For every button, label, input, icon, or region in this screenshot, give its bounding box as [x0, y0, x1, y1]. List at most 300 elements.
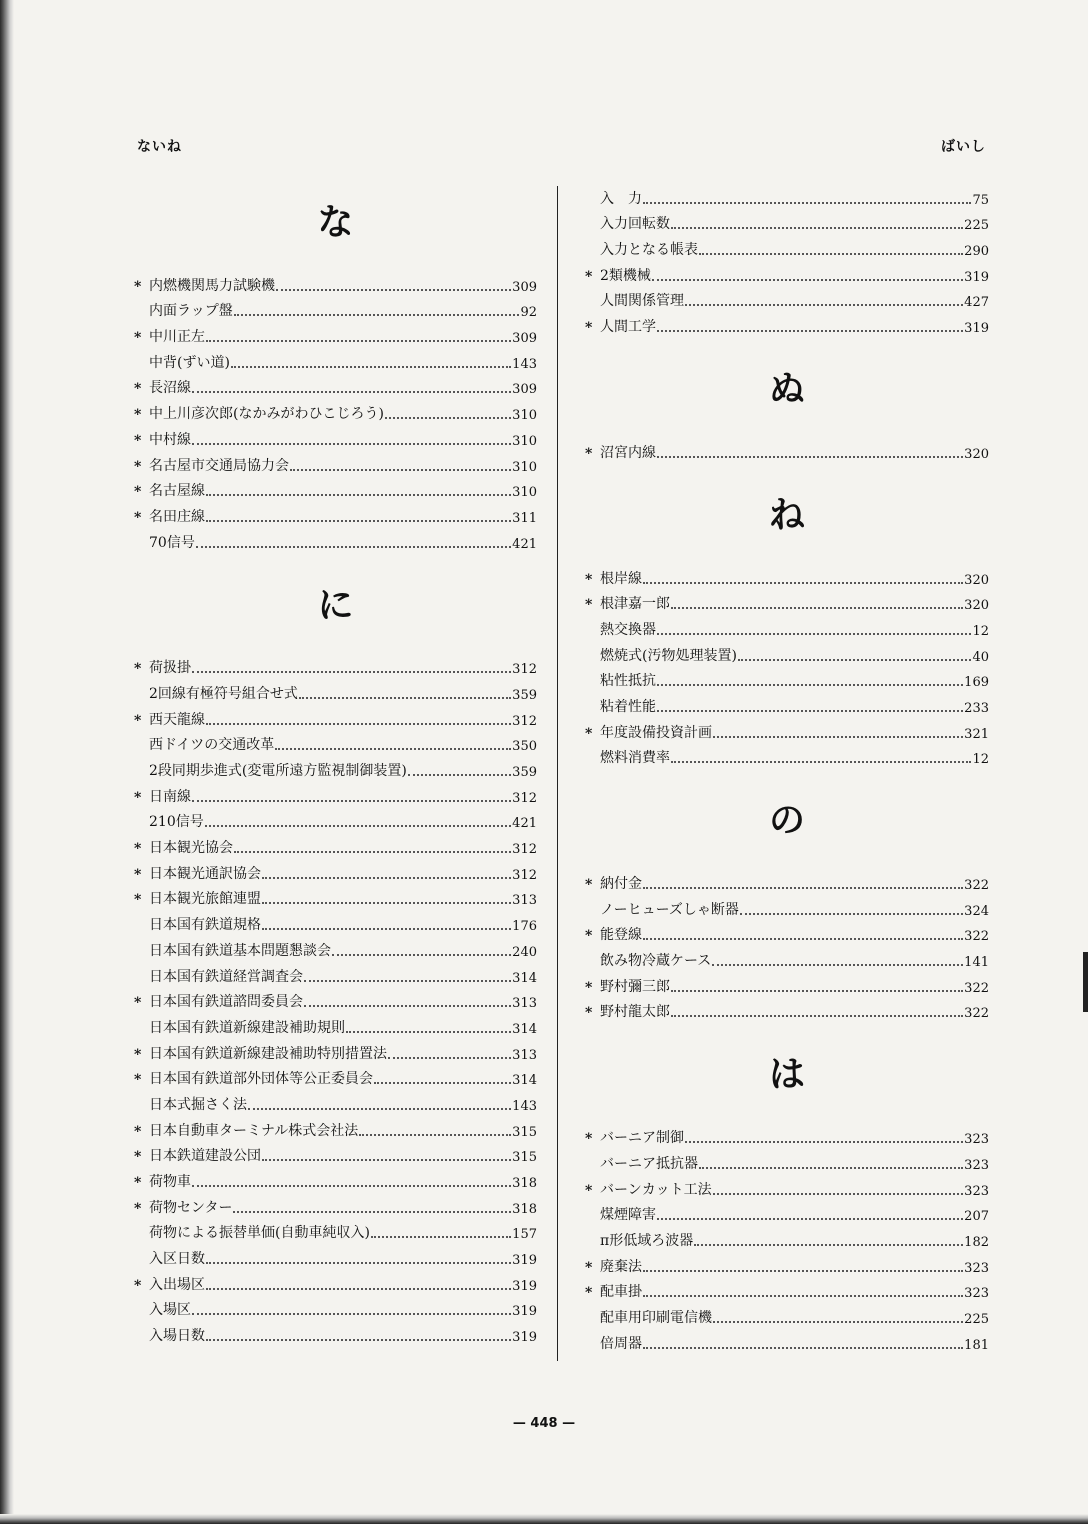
dot-leader	[304, 980, 511, 982]
section-spacer	[585, 336, 989, 369]
dot-leader	[657, 633, 971, 635]
index-entry	[134, 1165, 537, 1191]
running-header-right: ばいし	[941, 139, 986, 155]
index-term: 中背(ずい道)	[149, 354, 230, 371]
new-entry-marker: *	[134, 432, 142, 449]
index-entry	[134, 1088, 537, 1114]
dot-leader	[262, 902, 511, 904]
new-entry-marker: *	[585, 445, 593, 462]
index-entry	[134, 423, 537, 449]
index-entry	[134, 960, 537, 986]
index-page-ref: 75	[972, 192, 989, 208]
index-term: バーニア制御	[600, 1130, 684, 1147]
index-term: 荷扱掛	[149, 660, 191, 677]
index-page-ref: 323	[964, 1132, 989, 1148]
index-term: 日本国有鉄道諮問委員会	[149, 994, 303, 1011]
dot-leader	[713, 1321, 963, 1323]
dot-leader	[713, 1193, 964, 1195]
index-page-ref: 311	[512, 510, 537, 526]
index-page-ref: 313	[512, 1047, 537, 1063]
new-entry-marker: *	[585, 1005, 593, 1022]
index-page-ref: 310	[512, 459, 537, 475]
new-entry-marker: *	[134, 1046, 142, 1063]
index-entry	[585, 613, 989, 639]
index-page-ref: 141	[964, 955, 989, 971]
index-entry	[585, 208, 989, 234]
dot-leader	[234, 851, 511, 853]
index-page-ref: 312	[512, 713, 537, 729]
index-term: 中村線	[149, 431, 191, 448]
index-page-ref: 309	[512, 331, 537, 347]
new-entry-marker: *	[134, 1200, 142, 1217]
index-entry	[134, 320, 537, 346]
dot-leader	[643, 1347, 963, 1349]
index-page-ref: 181	[964, 1337, 989, 1353]
dot-leader	[192, 800, 511, 802]
index-page-ref: 323	[964, 1183, 989, 1199]
index-page-ref: 322	[964, 878, 989, 893]
index-page-ref: 318	[512, 1201, 537, 1217]
index-entry	[585, 1121, 989, 1147]
dot-leader	[740, 913, 963, 915]
index-entry	[585, 259, 989, 285]
index-entry	[585, 310, 989, 336]
index-column-left	[134, 202, 537, 1345]
index-page-ref: 169	[964, 675, 989, 691]
index-term: 日本国有鉄道新線建設補助規則	[149, 1019, 345, 1036]
index-term: 日南線	[149, 788, 191, 805]
new-entry-marker: *	[134, 1072, 142, 1089]
index-entry	[134, 1217, 537, 1243]
running-header-left: ないね	[137, 139, 182, 155]
index-page-ref: 350	[512, 739, 537, 755]
column-divider	[557, 186, 558, 1361]
section-heading-kana: に	[317, 584, 354, 626]
index-page-ref: 312	[512, 842, 537, 858]
index-page-ref: 421	[512, 536, 537, 552]
new-entry-marker: *	[585, 877, 593, 893]
index-page-ref: 318	[512, 1176, 537, 1191]
new-entry-marker: *	[134, 892, 142, 909]
index-term: 荷物による振替単価(自動車純収入)	[149, 1225, 370, 1242]
index-term: 日本鉄道建設公団	[149, 1148, 261, 1165]
index-entry	[134, 1191, 537, 1217]
index-term: 納付金	[600, 876, 642, 892]
dot-leader	[685, 1141, 963, 1143]
index-entry	[134, 780, 537, 806]
index-term: 日本自動車ターミナル株式会社法	[149, 1122, 359, 1139]
index-term: バーンカット工法	[600, 1181, 712, 1198]
index-entry	[585, 1147, 989, 1173]
index-entry	[134, 677, 537, 703]
dot-leader	[192, 443, 511, 445]
new-entry-marker: *	[134, 661, 142, 678]
index-column-right	[585, 182, 989, 1353]
dot-leader	[738, 659, 972, 661]
index-page-ref: 359	[512, 765, 537, 780]
index-term: 入力となる帳表	[600, 242, 698, 259]
dot-leader	[234, 314, 520, 316]
dot-leader	[671, 761, 971, 763]
dot-leader	[385, 417, 511, 419]
index-entry	[585, 867, 989, 893]
index-entry	[585, 919, 989, 945]
dot-leader	[371, 1236, 511, 1238]
dot-leader	[408, 774, 511, 776]
index-page-ref: 309	[512, 382, 537, 398]
dot-leader	[652, 279, 963, 281]
dot-leader	[699, 1167, 963, 1169]
dot-leader	[713, 736, 963, 738]
index-entry	[134, 269, 537, 295]
index-entry	[585, 562, 989, 588]
section-heading-kana: は	[768, 1054, 805, 1096]
index-entry	[134, 1011, 537, 1037]
index-page-ref: 315	[512, 1124, 537, 1140]
index-entry	[134, 449, 537, 475]
index-term: 長沼線	[149, 380, 191, 397]
index-page-ref: 40	[972, 649, 989, 665]
dot-leader	[192, 1313, 511, 1315]
dot-leader	[643, 938, 963, 940]
index-term: 荷物車	[149, 1174, 191, 1190]
index-term: 熱交換器	[600, 621, 656, 638]
index-entry	[134, 526, 537, 552]
index-page-ref: 157	[512, 1227, 537, 1243]
index-page-ref: 319	[964, 321, 989, 337]
dot-leader	[685, 304, 963, 306]
new-entry-marker: *	[585, 1131, 593, 1148]
index-entry	[134, 1063, 537, 1089]
dot-leader	[346, 1031, 511, 1033]
section-spacer	[585, 537, 989, 562]
page-number: — 448 —	[512, 1416, 576, 1431]
index-term: 日本観光協会	[149, 840, 233, 857]
index-term: 入力回転数	[600, 216, 670, 233]
index-term: 2類機械	[600, 267, 651, 284]
new-entry-marker: *	[134, 509, 142, 526]
index-term: 中川正左	[149, 329, 205, 346]
index-term: 日本式掘さく法	[149, 1096, 247, 1113]
new-entry-marker: *	[134, 1123, 142, 1140]
index-term: 野村彌三郎	[600, 978, 670, 995]
dot-leader	[196, 546, 511, 548]
index-page-ref: 143	[512, 1098, 537, 1114]
index-term: ノーヒューズしゃ断器	[600, 901, 739, 918]
section-spacer	[134, 552, 537, 585]
index-entry	[585, 1173, 989, 1199]
dot-leader	[275, 748, 511, 750]
index-term: 日本観光旅館連盟	[149, 891, 261, 908]
index-page-ref: 310	[512, 408, 537, 424]
index-entry	[585, 944, 989, 970]
index-term: 入場区	[149, 1302, 191, 1319]
index-term: 人間工学	[600, 319, 656, 336]
dot-leader	[359, 1134, 511, 1136]
thumb-index-mark	[1083, 952, 1088, 1012]
index-term: 燃焼式(汚物処理装置)	[600, 647, 737, 664]
index-page-ref: 319	[512, 1304, 537, 1320]
index-entry	[134, 806, 537, 832]
index-page-ref: 324	[964, 903, 989, 919]
dot-leader	[192, 391, 511, 393]
index-entry	[134, 908, 537, 934]
index-term: 日本国有鉄道経営調査会	[149, 968, 303, 985]
dot-leader	[657, 330, 963, 332]
index-page-ref: 310	[512, 433, 537, 449]
index-entry	[585, 690, 989, 716]
new-entry-marker: *	[134, 841, 142, 858]
index-term: 粘性抵抗	[600, 673, 656, 690]
new-entry-marker: *	[585, 725, 593, 742]
index-page-ref: 314	[512, 970, 537, 986]
index-page-ref: 143	[512, 356, 537, 372]
section-spacer	[585, 1096, 989, 1121]
index-entry	[134, 986, 537, 1012]
index-term: 倍周器	[600, 1335, 642, 1352]
index-term: 西天龍線	[149, 711, 205, 728]
new-entry-marker: *	[134, 1175, 142, 1191]
index-page-ref: 313	[512, 996, 537, 1012]
dot-leader	[699, 253, 963, 255]
index-page-ref: 314	[512, 1073, 537, 1089]
dot-leader	[388, 1057, 511, 1059]
new-entry-marker: *	[134, 458, 142, 475]
dot-leader	[206, 494, 511, 496]
index-term: π形低域ろ波器	[600, 1232, 694, 1249]
dot-leader	[248, 1108, 511, 1110]
index-entry	[134, 1268, 537, 1294]
index-term: 名田庄線	[149, 508, 205, 525]
index-term: 2段同期歩進式(変電所遠方監視制御装置)	[149, 763, 407, 779]
index-entry	[134, 1140, 537, 1166]
dot-leader	[671, 227, 963, 229]
dot-leader	[671, 990, 963, 992]
index-page-ref: 359	[512, 687, 537, 703]
index-page-ref: 322	[964, 1006, 989, 1022]
index-entry	[585, 1327, 989, 1353]
index-page-ref: 92	[520, 305, 537, 321]
dot-leader	[205, 825, 511, 827]
new-entry-marker: *	[134, 1149, 142, 1166]
index-term: 能登線	[600, 927, 642, 944]
dot-leader	[657, 1218, 963, 1220]
index-page-ref: 176	[512, 919, 537, 935]
dot-leader	[206, 1288, 511, 1290]
index-page-ref: 314	[512, 1021, 537, 1037]
index-entry	[585, 996, 989, 1022]
index-page-ref: 421	[512, 816, 537, 832]
book-gutter-shadow	[0, 0, 14, 1524]
index-term: 70信号	[149, 534, 195, 551]
new-entry-marker: *	[134, 484, 142, 501]
dot-leader	[643, 1295, 963, 1297]
index-page-ref: 319	[512, 1278, 537, 1294]
index-page-ref: 290	[964, 244, 989, 260]
dot-leader	[262, 928, 511, 930]
new-entry-marker: *	[134, 1277, 142, 1294]
index-entry	[585, 665, 989, 691]
index-entry	[134, 1037, 537, 1063]
index-entry	[134, 346, 537, 372]
index-entry	[134, 1114, 537, 1140]
dot-leader	[643, 887, 963, 889]
index-entry	[585, 1250, 989, 1276]
dot-leader	[671, 1015, 963, 1017]
dot-leader	[671, 607, 963, 609]
index-page-ref: 320	[964, 446, 989, 462]
index-page-ref: 12	[972, 752, 989, 768]
index-entry	[134, 1242, 537, 1268]
index-page-ref: 310	[512, 485, 537, 501]
index-entry	[134, 857, 537, 883]
index-term: 内面ラップ盤	[149, 303, 233, 320]
index-term: 配車用印刷電信機	[600, 1309, 712, 1326]
index-entry	[134, 729, 537, 755]
index-term: 人間関係管理	[600, 293, 684, 310]
section-spacer	[134, 627, 537, 652]
index-entry	[134, 754, 537, 780]
dot-leader	[694, 1244, 963, 1246]
dot-leader	[643, 582, 963, 584]
index-term: 210信号	[149, 814, 204, 831]
dot-leader	[192, 671, 511, 673]
index-entry	[134, 475, 537, 501]
index-term: 荷物センター	[149, 1199, 233, 1216]
index-entry	[134, 500, 537, 526]
index-term: 入区日数	[149, 1251, 205, 1268]
index-entry	[585, 436, 989, 462]
index-term: 根津嘉一郎	[600, 596, 670, 613]
index-entry	[585, 716, 989, 742]
index-entry	[585, 1199, 989, 1225]
index-entry	[585, 893, 989, 919]
index-term: 入出場区	[149, 1276, 205, 1293]
index-page-ref: 319	[512, 1330, 537, 1346]
index-term: 日本観光通訳協会	[149, 865, 261, 882]
index-page-ref: 321	[964, 726, 989, 742]
index-page-ref: 320	[964, 598, 989, 614]
index-term: 西ドイツの交通改革	[149, 737, 275, 754]
dot-leader	[276, 289, 511, 291]
new-entry-marker: *	[134, 330, 142, 347]
index-term: 燃料消費率	[600, 750, 670, 767]
section-spacer	[134, 244, 537, 269]
index-page-ref: 225	[964, 1311, 989, 1327]
index-entry	[134, 397, 537, 423]
index-entry	[134, 703, 537, 729]
index-page-ref: 312	[512, 867, 537, 883]
section-spacer	[585, 462, 989, 495]
new-entry-marker: *	[134, 789, 142, 806]
section-spacer	[585, 767, 989, 800]
index-term: 粘着性能	[600, 698, 656, 715]
index-term: 年度設備投資計画	[600, 724, 712, 741]
index-page-ref: 207	[964, 1209, 989, 1225]
index-page-ref: 319	[964, 269, 989, 285]
new-entry-marker: *	[585, 597, 593, 614]
new-entry-marker: *	[585, 1182, 593, 1199]
index-page-ref: 312	[512, 790, 537, 806]
page-bottom-edge	[0, 1514, 1088, 1524]
new-entry-marker: *	[134, 712, 142, 729]
index-page-ref: 319	[512, 1253, 537, 1269]
index-entry	[585, 1301, 989, 1327]
section-heading-kana: な	[317, 202, 354, 243]
index-entry	[134, 883, 537, 909]
dot-leader	[206, 723, 511, 725]
dot-leader	[290, 469, 511, 471]
index-entry	[134, 1319, 537, 1345]
dot-leader	[233, 1211, 511, 1213]
index-term: 日本国有鉄道基本問題懇談会	[149, 942, 331, 959]
index-entry	[134, 372, 537, 398]
new-entry-marker: *	[134, 995, 142, 1012]
index-term: 入 力	[600, 190, 642, 207]
index-term: 煤煙障害	[600, 1207, 656, 1224]
index-entry	[134, 652, 537, 678]
index-entry	[134, 1294, 537, 1320]
dot-leader	[374, 1082, 511, 1084]
new-entry-marker: *	[134, 278, 142, 295]
dot-leader	[657, 710, 963, 712]
index-term: 日本国有鉄道新線建設補助特別措置法	[149, 1045, 387, 1062]
index-term: 2回線有極符号組合せ式	[149, 685, 298, 702]
section-heading-kana: の	[768, 800, 805, 842]
index-page-ref: 322	[964, 929, 989, 945]
new-entry-marker: *	[585, 320, 593, 337]
section-heading-kana: ぬ	[768, 369, 805, 411]
dot-leader	[231, 366, 511, 368]
new-entry-marker: *	[585, 928, 593, 945]
section-heading-kana: ね	[768, 494, 805, 536]
new-entry-marker: *	[585, 1259, 593, 1276]
index-page-ref: 182	[964, 1234, 989, 1250]
index-entry	[585, 233, 989, 259]
new-entry-marker: *	[585, 571, 593, 588]
index-page-ref: 322	[964, 980, 989, 996]
dot-leader	[643, 1270, 963, 1272]
index-term: 日本国有鉄道規格	[149, 917, 261, 934]
index-term: 名古屋線	[149, 483, 205, 500]
index-term: 内燃機関馬力試験機	[149, 277, 275, 294]
index-page-ref: 312	[512, 662, 537, 678]
section-spacer	[585, 1021, 989, 1054]
index-entry	[134, 295, 537, 321]
index-page-ref: 315	[512, 1150, 537, 1166]
index-page-ref: 240	[512, 944, 537, 960]
index-page-ref: 309	[512, 279, 537, 295]
dot-leader	[657, 456, 963, 458]
index-entry	[585, 285, 989, 311]
index-term: 根岸線	[600, 570, 642, 587]
index-page-ref: 225	[964, 218, 989, 234]
index-term: 廃棄法	[600, 1258, 642, 1275]
new-entry-marker: *	[134, 866, 142, 883]
section-spacer	[585, 842, 989, 867]
index-entry	[585, 639, 989, 665]
new-entry-marker: *	[585, 979, 593, 996]
new-entry-marker: *	[585, 1285, 593, 1302]
index-entry	[585, 1224, 989, 1250]
index-entry	[134, 831, 537, 857]
index-page-ref: 323	[964, 1286, 989, 1302]
index-page-ref: 12	[972, 623, 989, 639]
index-page-ref: 323	[964, 1157, 989, 1173]
dot-leader	[299, 697, 511, 699]
index-entry	[134, 934, 537, 960]
dot-leader	[262, 1159, 511, 1161]
